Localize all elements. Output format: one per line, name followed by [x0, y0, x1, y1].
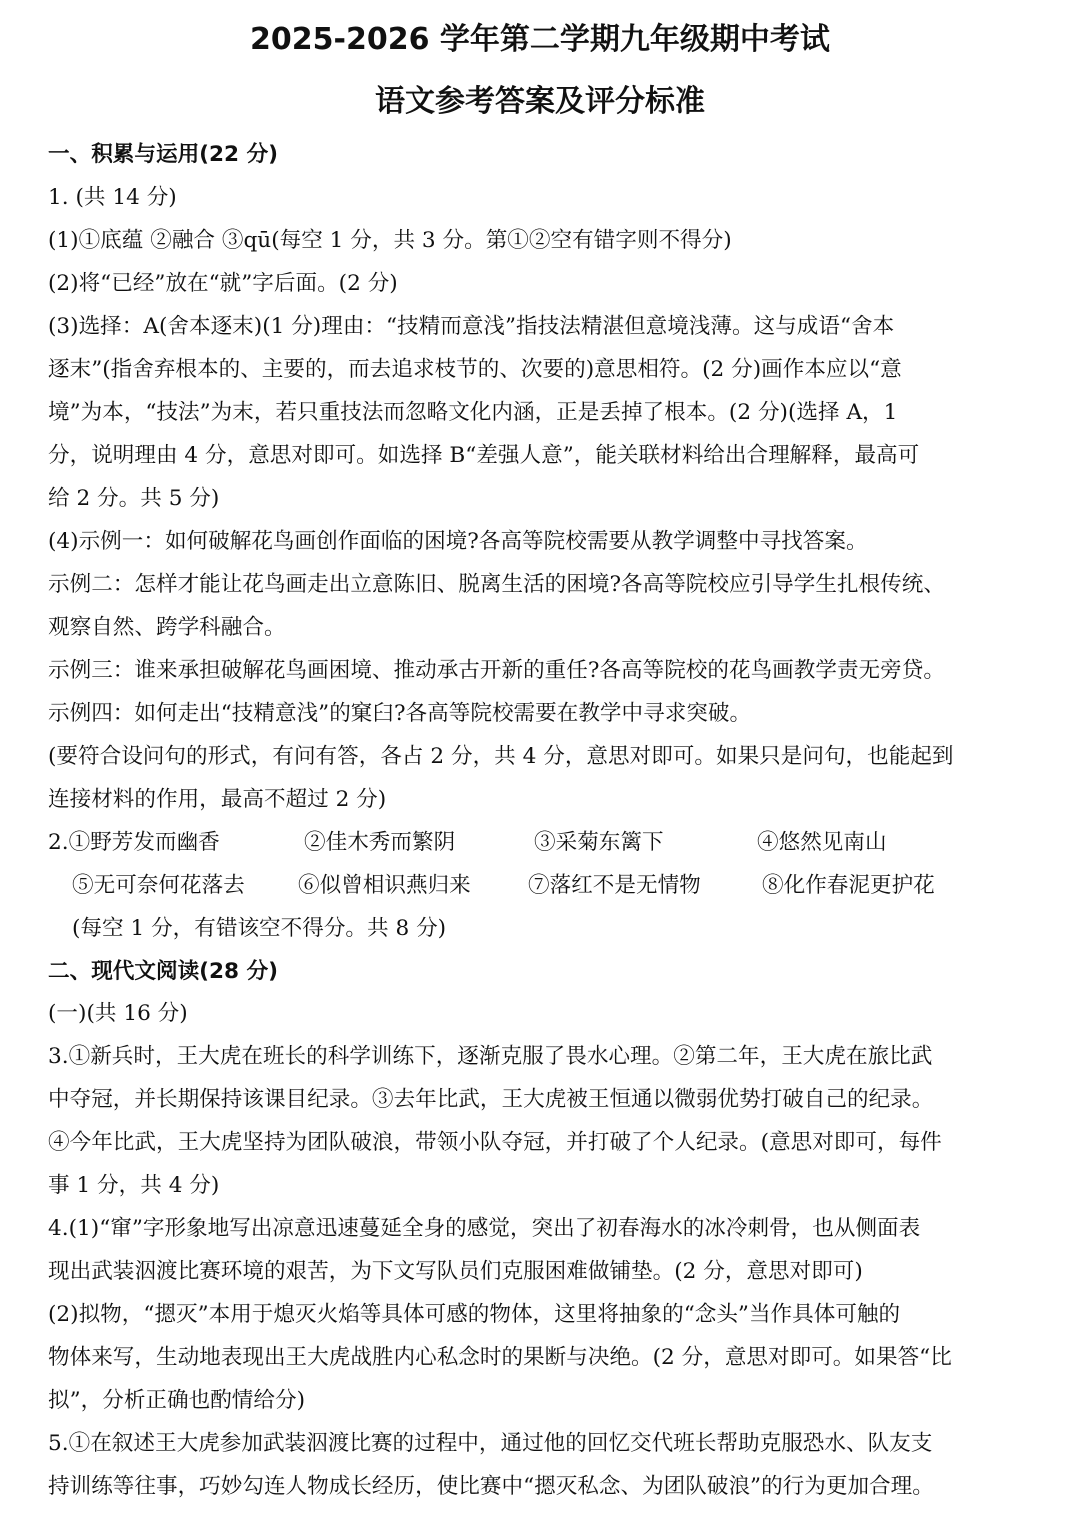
q2-blank: ⑦落红不是无情物 — [528, 873, 701, 898]
q4-line: 4.(1)“窜”字形象地写出凉意迅速蔓延全身的感觉，突出了初春海水的冰冷刺骨，也从侧面表 — [48, 1216, 921, 1241]
q4-line: (2)拟物，“摁灭”本用于熄灭火焰等具体可感的物体，这里将抽象的“念头”当作具体可触的 — [48, 1302, 901, 1327]
q4-line: 拟”，分析正确也酌情给分) — [48, 1388, 305, 1413]
exam-title: 2025-2026 学年第二学期九年级期中考试 — [250, 22, 830, 57]
exam-subtitle: 语文参考答案及评分标准 — [375, 84, 705, 119]
q1-part4-line: 示例三：谁来承担破解花鸟画困境、推动承古开新的重任?各高等院校的花鸟画教学责无旁贷。 — [48, 658, 945, 683]
section-heading-2: 二、现代文阅读(28 分) — [48, 959, 279, 984]
q1-part4-line: 示例四：如何走出“技精意浅”的窠臼?各高等院校需要在教学中寻求突破。 — [48, 701, 752, 726]
q1-part4-line: 观察自然、跨学科融合。 — [48, 615, 286, 640]
q1-part4-line: 示例二：怎样才能让花鸟画走出立意陈旧、脱离生活的困境?各高等院校应引导学生扎根传统、 — [48, 572, 945, 597]
q2-blank: ②佳木秀而繁阴 — [304, 830, 456, 855]
q1-part1: (1)①底蕴 ②融合 ③qū(每空 1 分，共 3 分。第①②空有错字则不得分) — [48, 228, 732, 253]
q3-line: ④今年比武，王大虎坚持为团队破浪，带领小队夺冠，并打破了个人纪录。(意思对即可，每件 — [48, 1130, 942, 1155]
q5-line: 5.①在叙述王大虎参加武装泅渡比赛的过程中，通过他的回忆交代班长帮助克服恐水、队友支 — [48, 1431, 933, 1456]
q1-part4-line: (要符合设问句的形式，有问有答，各占 2 分，共 4 分，意思对即可。如果只是问句，也能起到 — [48, 744, 954, 769]
q3-line: 3.①新兵时，王大虎在班长的科学训练下，逐渐克服了畏水心理。②第二年，王大虎在旅比武 — [48, 1044, 933, 1069]
section-heading-1: 一、积累与运用(22 分) — [48, 142, 279, 167]
q2-blank: ⑧化作春泥更护花 — [762, 873, 935, 898]
q2-blank: 2.①野芳发而幽香 — [48, 830, 220, 855]
q1-part3-line: 分，说明理由 4 分，意思对即可。如选择 B“差强人意”，能关联材料给出合理解释，最高可 — [48, 443, 920, 468]
q2-scoring-note: (每空 1 分，有错该空不得分。共 8 分) — [72, 916, 447, 941]
q1-part3-line: 逐末”(指舍弃根本的、主要的，而去追求枝节的、次要的)意思相符。(2 分)画作本应以“意 — [48, 357, 902, 382]
q2-blank: ③采菊东篱下 — [534, 830, 664, 855]
q3-line: 中夺冠，并长期保持该课目纪录。③去年比武，王大虎被王恒通以微弱优势打破自己的纪录。 — [48, 1087, 934, 1112]
q2-blank: ④悠然见南山 — [757, 830, 887, 855]
q2-blank: ⑥似曾相识燕归来 — [298, 873, 471, 898]
q4-line: 现出武装泅渡比赛环境的艰苦，为下文写队员们克服困难做铺垫。(2 分，意思对即可) — [48, 1259, 863, 1284]
q1-part3-line: (3)选择：A(舍本逐末)(1 分)理由：“技精而意浅”指技法精湛但意境浅薄。这与成语“舍本 — [48, 314, 895, 339]
q4-line: 物体来写，生动地表现出王大虎战胜内心私念时的果断与决绝。(2 分，意思对即可。如果答“比 — [48, 1345, 952, 1370]
q1-part3-line: 境”为本，“技法”为末，若只重技法而忽略文化内涵，正是丢掉了根本。(2 分)(选择 A，1 — [48, 400, 898, 425]
q5-line: 持训练等往事，巧妙勾连人物成长经历，使比赛中“摁灭私念、为团队破浪”的行为更加合理。 — [48, 1474, 934, 1499]
q3-line: 事 1 分，共 4 分) — [48, 1173, 220, 1198]
q1-part4-line: (4)示例一：如何破解花鸟画创作面临的困境?各高等院校需要从教学调整中寻找答案。 — [48, 529, 868, 554]
q1-part3-line: 给 2 分。共 5 分) — [48, 486, 220, 511]
q2-blank: ⑤无可奈何花落去 — [72, 873, 245, 898]
q1-heading: 1. (共 14 分) — [48, 185, 177, 210]
q1-part4-line: 连接材料的作用，最高不超过 2 分) — [48, 787, 387, 812]
part1-heading: (一)(共 16 分) — [48, 1001, 188, 1026]
q1-part2: (2)将“已经”放在“就”字后面。(2 分) — [48, 271, 398, 296]
